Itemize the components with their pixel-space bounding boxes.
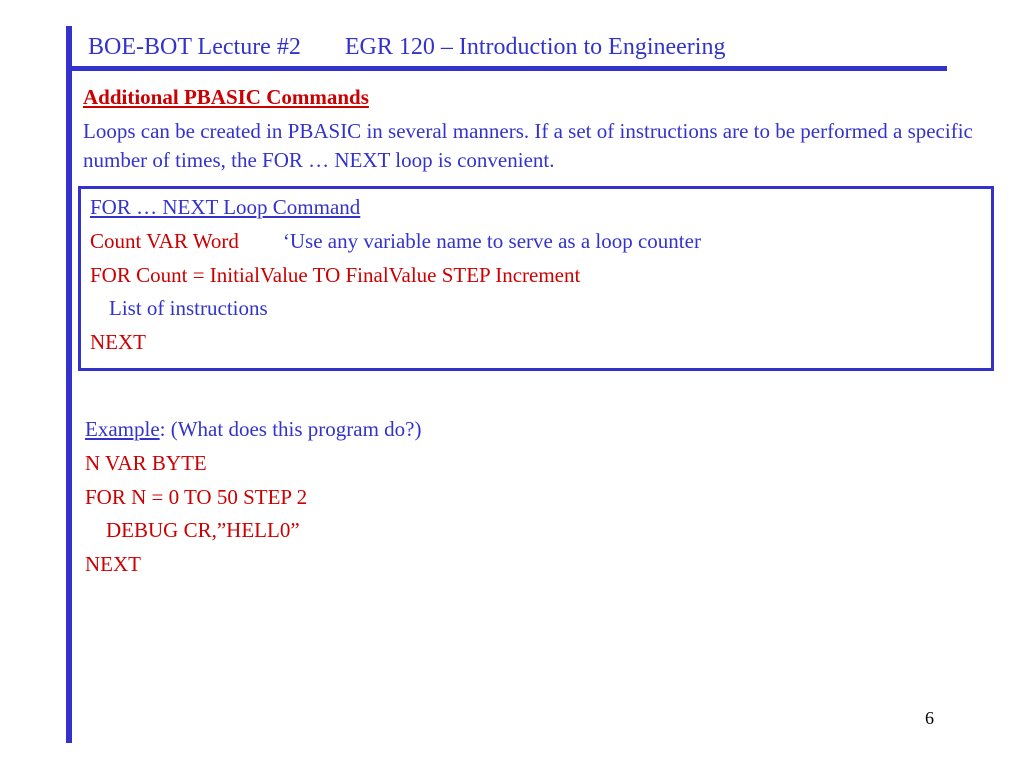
example-code-line: FOR N = 0 TO 50 STEP 2 xyxy=(85,485,308,509)
example-heading xyxy=(85,417,421,442)
box-next-line: NEXT xyxy=(90,330,146,354)
declaration-comment: ‘Use any variable name to serve as a loop counter xyxy=(282,229,701,253)
lecture-title: BOE-BOT Lecture #2 xyxy=(88,34,301,60)
page-number: 6 xyxy=(925,708,934,728)
box-title: FOR … NEXT Loop Command xyxy=(90,195,361,219)
header-underline-bar xyxy=(66,66,947,71)
box-declaration-line xyxy=(90,229,701,254)
box-for-line: FOR Count = InitialValue TO FinalValue STEP Increment xyxy=(90,263,581,287)
example-label: Example xyxy=(85,417,160,441)
course-title: EGR 120 – Introduction to Engineering xyxy=(344,34,726,60)
section-title: Additional PBASIC Commands xyxy=(83,85,369,109)
left-accent-bar xyxy=(66,26,72,743)
box-body-line: List of instructions xyxy=(109,296,268,320)
slide-header xyxy=(88,34,725,61)
intro-paragraph: Loops can be created in PBASIC in several manners. If a set of instructions are to be performed a specific number of times, the FOR … NEXT loop is convenient. xyxy=(83,119,973,172)
example-code-line: NEXT xyxy=(85,552,141,576)
example-code-line: N VAR BYTE xyxy=(85,451,207,475)
example-code-line: DEBUG CR,”HELL0” xyxy=(106,518,300,542)
example-question: : (What does this program do?) xyxy=(159,417,422,441)
for-next-syntax-box xyxy=(78,186,994,371)
declaration-code: Count VAR Word xyxy=(90,229,239,253)
